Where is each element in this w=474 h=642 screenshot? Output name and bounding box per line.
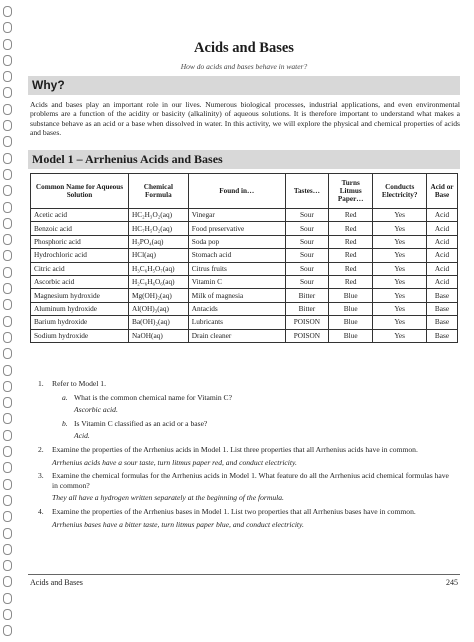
cell-found-in: Milk of magnesia bbox=[188, 289, 285, 302]
sub-letter: a. bbox=[62, 392, 68, 402]
header-acid-or-base: Acid or Base bbox=[427, 174, 458, 209]
cell-found-in: Stomach acid bbox=[188, 249, 285, 262]
question-3 bbox=[38, 471, 454, 503]
model-heading: Model 1 – Arrhenius Acids and Bases bbox=[32, 152, 223, 166]
binding-ring bbox=[3, 267, 12, 278]
cell-litmus: Red bbox=[329, 222, 373, 235]
cell-taste: Sour bbox=[285, 235, 328, 248]
binding-ring bbox=[3, 625, 12, 636]
table-row bbox=[31, 329, 458, 342]
cell-conducts: Yes bbox=[373, 275, 427, 288]
cell-acid-or-base: Base bbox=[427, 329, 458, 342]
cell-common-name: Barium hydroxide bbox=[31, 316, 129, 329]
binding-ring bbox=[3, 6, 12, 17]
binding-ring bbox=[3, 430, 12, 441]
why-heading-bar bbox=[28, 76, 460, 95]
question-4 bbox=[38, 507, 454, 529]
cell-found-in: Vitamin C bbox=[188, 275, 285, 288]
cell-conducts: Yes bbox=[373, 302, 427, 315]
cell-formula: HC₂H₃O₂(aq) bbox=[128, 209, 188, 222]
binding-ring bbox=[3, 528, 12, 539]
binding-ring bbox=[3, 39, 12, 50]
cell-acid-or-base: Acid bbox=[427, 235, 458, 248]
page-title: Acids and Bases bbox=[194, 40, 294, 56]
answer: They all have a hydrogen written separately at the beginning of the formula. bbox=[52, 493, 284, 503]
cell-litmus: Blue bbox=[329, 289, 373, 302]
cell-taste: Bitter bbox=[285, 289, 328, 302]
cell-taste: Sour bbox=[285, 249, 328, 262]
header-found-in: Found in… bbox=[188, 174, 285, 209]
question-text: Examine the properties of the Arrhenius acids in Model 1. List three properties that all Arrhenius acids have in common. bbox=[52, 444, 418, 454]
answer: Arrhenius acids have a sour taste, turn litmus paper red, and conduct electricity. bbox=[52, 457, 297, 467]
question-number: 1. bbox=[38, 379, 44, 388]
cell-litmus: Red bbox=[329, 275, 373, 288]
cell-litmus: Red bbox=[329, 262, 373, 275]
binding-ring bbox=[3, 153, 12, 164]
binding-ring bbox=[3, 169, 12, 180]
question-number: 4. bbox=[38, 506, 44, 516]
cell-formula: Mg(OH)₂(aq) bbox=[128, 289, 188, 302]
cell-found-in: Antacids bbox=[188, 302, 285, 315]
why-paragraph: Acids and bases play an important role in our lives. Numerous biological processes, industrial applications, and even environmental problems are a function of the acidity or basicity (alkalinity) of aqueous solutions. It is therefore important to understand what makes a substance behave as an acid or a base when dissolved in water. In this activity, we will explore the physical and chemical properties of acids and bases. bbox=[30, 100, 460, 137]
cell-common-name: Magnesium hydroxide bbox=[31, 289, 129, 302]
binding-ring bbox=[3, 136, 12, 147]
table-row bbox=[31, 222, 458, 235]
header-litmus: Turns Litmus Paper… bbox=[329, 174, 373, 209]
table-row bbox=[31, 262, 458, 275]
question-1a bbox=[52, 393, 454, 415]
cell-formula: H₂C₆H₆O₆(aq) bbox=[128, 275, 188, 288]
table-row bbox=[31, 209, 458, 222]
question-1 bbox=[38, 379, 454, 441]
binding-ring bbox=[3, 316, 12, 327]
binding-ring bbox=[3, 332, 12, 343]
binding-ring bbox=[3, 446, 12, 457]
cell-litmus: Red bbox=[329, 209, 373, 222]
footer-title: Acids and Bases bbox=[30, 578, 83, 587]
header-chemical-formula: Chemical Formula bbox=[128, 174, 188, 209]
cell-common-name: Ascorbic acid bbox=[31, 275, 129, 288]
cell-litmus: Red bbox=[329, 235, 373, 248]
binding-ring bbox=[3, 55, 12, 66]
table-row bbox=[31, 289, 458, 302]
binding-ring bbox=[3, 202, 12, 213]
binding-ring bbox=[3, 609, 12, 620]
table-row bbox=[31, 235, 458, 248]
question-1b bbox=[52, 419, 454, 441]
model-heading-bar bbox=[28, 150, 460, 169]
cell-acid-or-base: Acid bbox=[427, 209, 458, 222]
cell-conducts: Yes bbox=[373, 249, 427, 262]
cell-conducts: Yes bbox=[373, 329, 427, 342]
table-row bbox=[31, 302, 458, 315]
binding-ring bbox=[3, 185, 12, 196]
binding-ring bbox=[3, 104, 12, 115]
cell-formula: Al(OH)₃(aq) bbox=[128, 302, 188, 315]
binding-ring bbox=[3, 544, 12, 555]
cell-litmus: Blue bbox=[329, 302, 373, 315]
question-text: Examine the chemical formulas for the Arrhenius acids in Model 1. What feature do all the Arrhenius acid chemical formulas have in common? bbox=[52, 471, 449, 490]
cell-litmus: Blue bbox=[329, 329, 373, 342]
page-number: 245 bbox=[446, 578, 458, 587]
cell-taste: Sour bbox=[285, 262, 328, 275]
binding-ring bbox=[3, 511, 12, 522]
cell-common-name: Hydrochloric acid bbox=[31, 249, 129, 262]
cell-conducts: Yes bbox=[373, 235, 427, 248]
cell-acid-or-base: Base bbox=[427, 316, 458, 329]
answer: Acid. bbox=[74, 431, 90, 441]
binding-ring bbox=[3, 413, 12, 424]
cell-taste: POISON bbox=[285, 316, 328, 329]
cell-litmus: Red bbox=[329, 249, 373, 262]
cell-taste: Bitter bbox=[285, 302, 328, 315]
cell-common-name: Phosphoric acid bbox=[31, 235, 129, 248]
cell-taste: Sour bbox=[285, 209, 328, 222]
sub-letter: b. bbox=[62, 418, 68, 428]
binding-ring bbox=[3, 397, 12, 408]
questions bbox=[38, 379, 454, 533]
question-2 bbox=[38, 445, 454, 467]
cell-common-name: Sodium hydroxide bbox=[31, 329, 129, 342]
page-subtitle: How do acids and bases behave in water? bbox=[180, 62, 308, 71]
cell-taste: Sour bbox=[285, 222, 328, 235]
binding-ring bbox=[3, 22, 12, 33]
cell-formula: H₃C₆H₅O₇(aq) bbox=[128, 262, 188, 275]
header-tastes: Tastes… bbox=[285, 174, 328, 209]
cell-common-name: Benzoic acid bbox=[31, 222, 129, 235]
binding-ring bbox=[3, 299, 12, 310]
binding-ring bbox=[3, 365, 12, 376]
cell-found-in: Citrus fruits bbox=[188, 262, 285, 275]
binding-ring bbox=[3, 462, 12, 473]
cell-found-in: Drain cleaner bbox=[188, 329, 285, 342]
binding-ring bbox=[3, 234, 12, 245]
binding-ring bbox=[3, 87, 12, 98]
cell-conducts: Yes bbox=[373, 316, 427, 329]
header-common-name: Common Name for Aqueous Solution bbox=[31, 174, 129, 209]
question-text: Refer to Model 1. bbox=[52, 379, 106, 388]
binding-ring bbox=[3, 479, 12, 490]
cell-litmus: Blue bbox=[329, 316, 373, 329]
sub-question-text: What is the common chemical name for Vitamin C? bbox=[74, 392, 232, 402]
binding-ring bbox=[3, 576, 12, 587]
binding-ring bbox=[3, 593, 12, 604]
binding-ring bbox=[3, 250, 12, 261]
cell-acid-or-base: Base bbox=[427, 302, 458, 315]
binding-ring bbox=[3, 495, 12, 506]
why-heading: Why? bbox=[32, 78, 65, 92]
answer: Arrhenius bases have a bitter taste, turn litmus paper blue, and conduct electricity. bbox=[52, 519, 304, 529]
binding-ring bbox=[3, 120, 12, 131]
cell-acid-or-base: Acid bbox=[427, 249, 458, 262]
binding-ring bbox=[3, 71, 12, 82]
cell-formula: HCl(aq) bbox=[128, 249, 188, 262]
binding-ring bbox=[3, 560, 12, 571]
cell-conducts: Yes bbox=[373, 209, 427, 222]
cell-found-in: Vinegar bbox=[188, 209, 285, 222]
sub-question-text: Is Vitamin C classified as an acid or a base? bbox=[74, 418, 208, 428]
cell-common-name: Citric acid bbox=[31, 262, 129, 275]
cell-formula: NaOH(aq) bbox=[128, 329, 188, 342]
question-text: Examine the properties of the Arrhenius bases in Model 1. List two properties that all Arrhenius bases have in common. bbox=[52, 506, 416, 516]
answer: Ascorbic acid. bbox=[74, 405, 118, 415]
cell-taste: POISON bbox=[285, 329, 328, 342]
table-row bbox=[31, 249, 458, 262]
cell-acid-or-base: Acid bbox=[427, 262, 458, 275]
cell-conducts: Yes bbox=[373, 262, 427, 275]
binding-ring bbox=[3, 283, 12, 294]
footer-divider bbox=[28, 574, 460, 575]
cell-taste: Sour bbox=[285, 275, 328, 288]
binding-ring bbox=[3, 381, 12, 392]
cell-conducts: Yes bbox=[373, 289, 427, 302]
table-row bbox=[31, 316, 458, 329]
cell-found-in: Lubricants bbox=[188, 316, 285, 329]
cell-formula: H₃PO₄(aq) bbox=[128, 235, 188, 248]
spiral-binding bbox=[3, 6, 13, 642]
cell-acid-or-base: Acid bbox=[427, 275, 458, 288]
question-number: 2. bbox=[38, 444, 44, 454]
cell-found-in: Soda pop bbox=[188, 235, 285, 248]
cell-common-name: Acetic acid bbox=[31, 209, 129, 222]
model-table bbox=[30, 173, 458, 343]
cell-formula: HC₇H₅O₂(aq) bbox=[128, 222, 188, 235]
table-row bbox=[31, 275, 458, 288]
cell-acid-or-base: Acid bbox=[427, 222, 458, 235]
cell-formula: Ba(OH)₂(aq) bbox=[128, 316, 188, 329]
table-body bbox=[31, 209, 458, 343]
cell-conducts: Yes bbox=[373, 222, 427, 235]
cell-common-name: Aluminum hydroxide bbox=[31, 302, 129, 315]
header-conducts: Conducts Electricity? bbox=[373, 174, 427, 209]
table-header-row bbox=[31, 174, 458, 209]
binding-ring bbox=[3, 218, 12, 229]
question-number: 3. bbox=[38, 471, 44, 481]
cell-acid-or-base: Base bbox=[427, 289, 458, 302]
binding-ring bbox=[3, 348, 12, 359]
cell-found-in: Food preservative bbox=[188, 222, 285, 235]
